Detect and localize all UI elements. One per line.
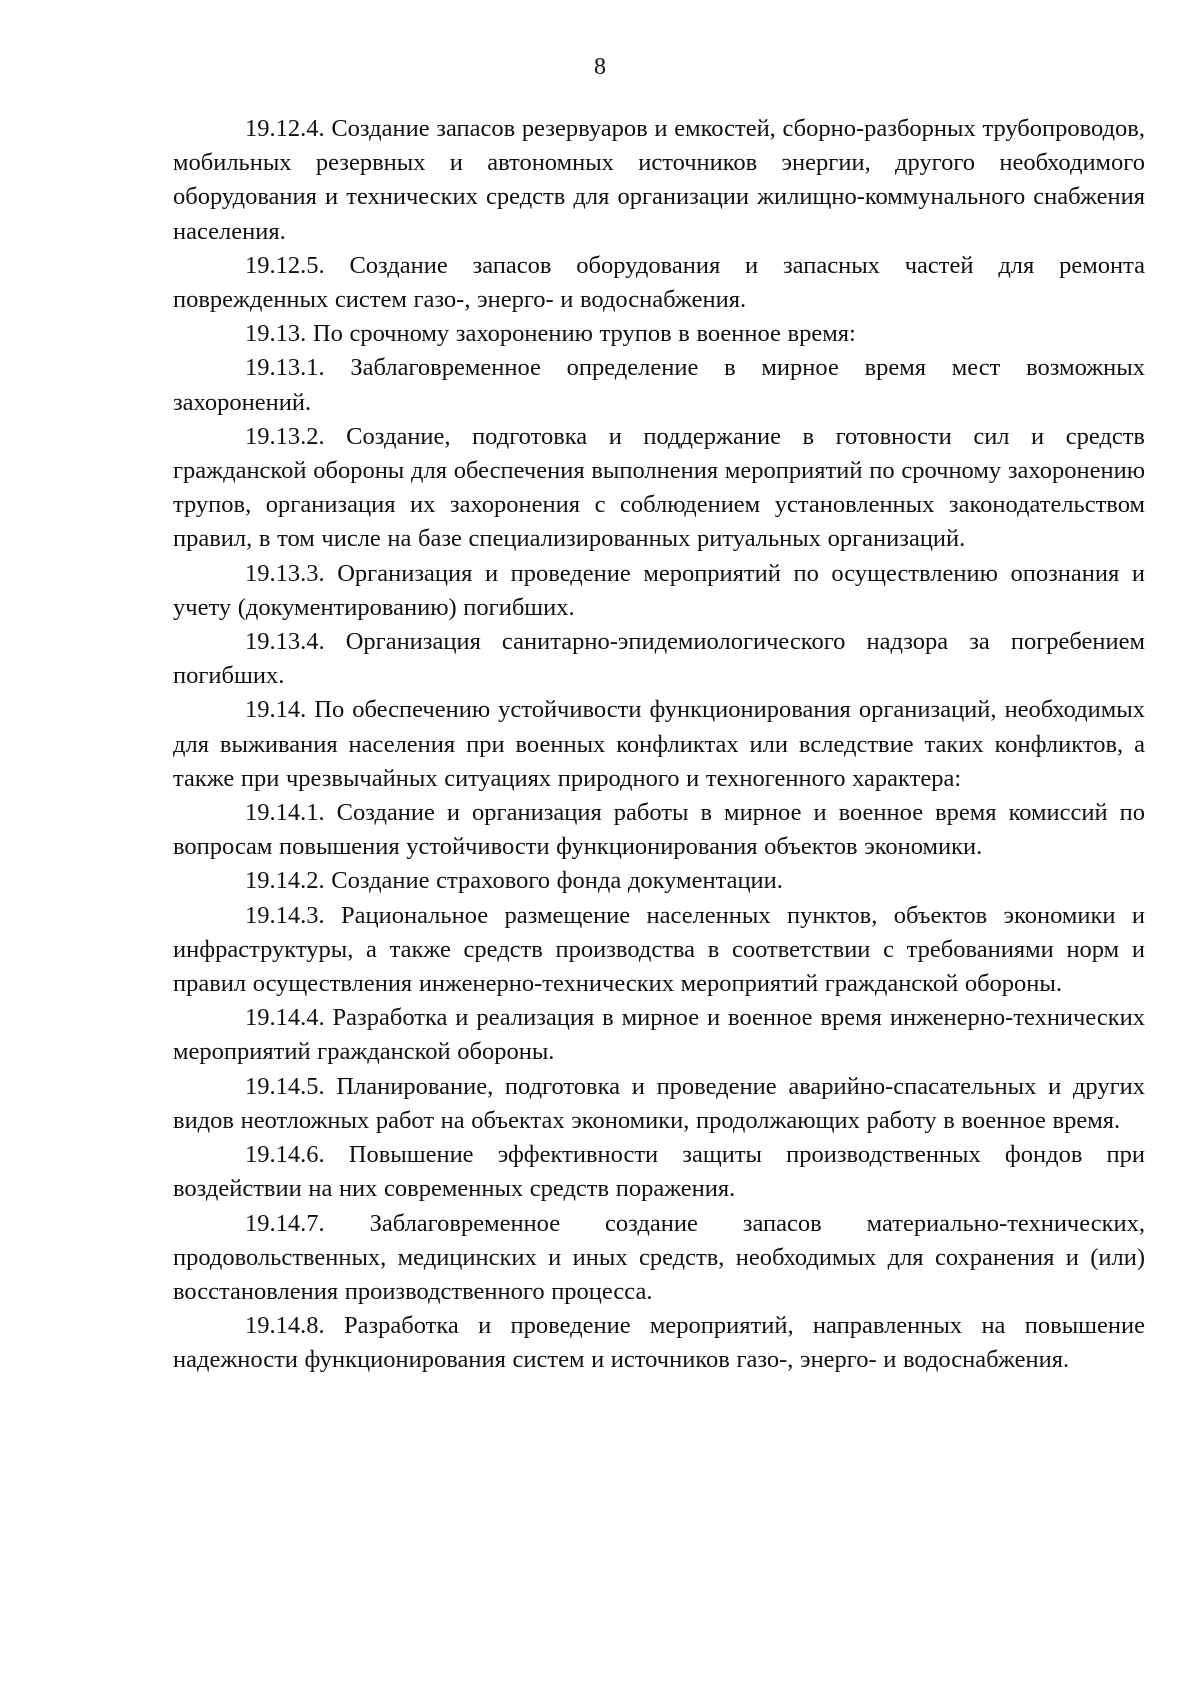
document-body	[173, 112, 1145, 1378]
page-number: 8	[594, 54, 606, 80]
paragraph-19-14-8: 19.14.8. Разработка и проведение мероприятий, направленных на повышение надежности функционирования систем и источников газо-, энерго- и водоснабжения.	[173, 1312, 1145, 1374]
paragraph-19-14-1: 19.14.1. Создание и организация работы в мирное и военное время комиссий по вопросам повышения устойчивости функционирования объектов экономики.	[173, 799, 1145, 861]
paragraph-19-14-3: 19.14.3. Рациональное размещение населенных пунктов, объектов экономики и инфраструктуры, а также средств производства в соответствии с требованиями норм и правил осуществления инженерно-технических мероприятий гражданской обороны.	[173, 901, 1145, 998]
paragraph-19-12-5: 19.12.5. Создание запасов оборудования и запасных частей для ремонта поврежденных систем газо-, энерго- и водоснабжения.	[173, 251, 1145, 314]
paragraph-19-14-6: 19.14.6. Повышение эффективности защиты производственных фондов при воздействии на них современных средств поражения.	[173, 1141, 1145, 1203]
paragraph-19-14-4: 19.14.4. Разработка и реализация в мирное и военное время инженерно-технических мероприятий гражданской обороны.	[173, 1004, 1145, 1066]
paragraph-19-13-3: 19.13.3. Организация и проведение мероприятий по осуществлению опознания и учету (документированию) погибших.	[173, 559, 1145, 621]
paragraph-19-14: 19.14. По обеспечению устойчивости функционирования организаций, необходимых для выживания населения при военных конфликтах или вследствие таких конфликтов, а также при чрезвычайных ситуациях природного и техногенного характера:	[173, 696, 1145, 792]
paragraph-19-14-2: 19.14.2. Создание страхового фонда документации.	[245, 867, 783, 895]
paragraph-19-12-4: 19.12.4. Создание запасов резервуаров и емкостей, сборно-разборных трубопроводов, мобильных резервных и автономных источников энергии, другого необходимого оборудования и технических средств для организации жилищно-коммунального снабжения населения.	[173, 115, 1145, 245]
paragraph-19-13: 19.13. По срочному захоронению трупов в военное время:	[245, 320, 856, 348]
paragraph-19-13-1: 19.13.1. Заблаговременное определение в мирное время мест возможных захоронений.	[173, 354, 1145, 416]
paragraph-19-14-5: 19.14.5. Планирование, подготовка и проведение аварийно-спасательных и других видов неотложных работ на объектах экономики, продолжающих работу в военное время.	[173, 1072, 1145, 1134]
paragraph-19-13-2: 19.13.2. Создание, подготовка и поддержание в готовности сил и средств гражданской обороны для обеспечения выполнения мероприятий по срочному захоронению трупов, организация их захоронения с соблюдением установленных законодательством правил, в том числе на базе специализированных ритуальных организаций.	[173, 422, 1145, 553]
paragraph-19-14-7: 19.14.7. Заблаговременное создание запасов материально-технических, продовольственных, медицинских и иных средств, необходимых для сохранения и (или) восстановления производственного процесса.	[173, 1209, 1145, 1305]
paragraph-19-13-4: 19.13.4. Организация санитарно-эпидемиологического надзора за погребением погибших.	[173, 628, 1145, 690]
